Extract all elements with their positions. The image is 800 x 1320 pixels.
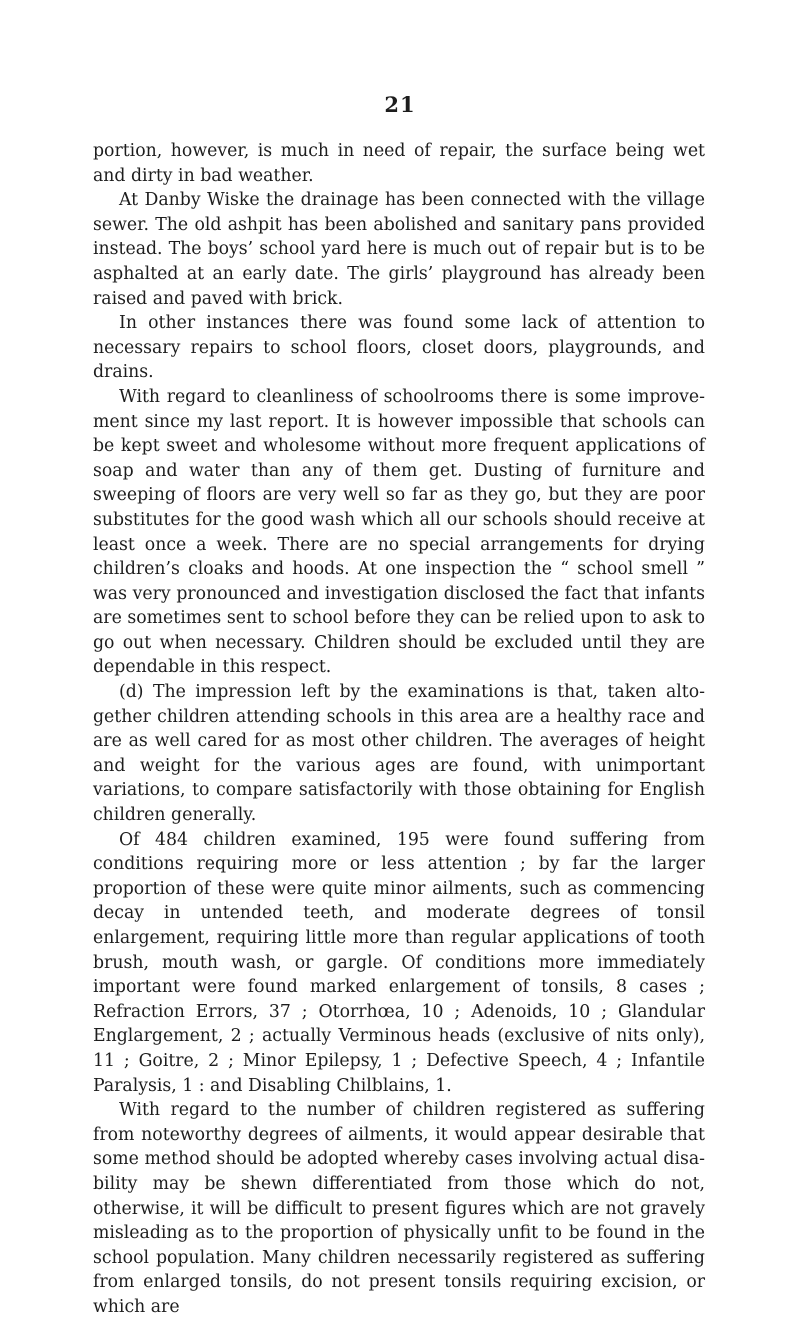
paragraph-danby-wiske: At Danby Wiske the drainage has been connected with the village sewer. The old ashpit has been abolished and sanitary pans provided instead. The boys’ school yard here is much out of repair but is to be asphalted at an early date. The girls’ playground has already been raised and paved with brick. [93,190,705,309]
paragraph-cleanliness: With regard to cleanliness of schoolrooms there is some improvement since my last report. It is however impossible that schools can be kept sweet and wholesome without more frequent applications of soap and water than any of them get. Dusting of furniture and sweeping of floors are very well so far as they go, but they are poor substitutes for the good wash which all our schools should receive at least once a week. There are no special arrangements for drying children’s cloaks and hoods. At one inspection the “ school smell ” was very pronounced and investigation disclosed the fact that infants are sometimes sent to school before they can be relied upon to ask to go out when necessary. Children should be excluded until they are dependable in this respect. [93,386,705,678]
paragraph-repairs: In other instances there was found some lack of attention to necessary repairs to school floors, closet doors, playgrounds, and drains. [93,313,705,383]
page-number: 21 [384,92,416,117]
paragraph-examinations: (d) The impression left by the examinations is that, taken altogether children attending schools in this area are a healthy race and are as well cared for as most other children. The averages of height and weight for the various ages are found, with unimportant variations, to compare satisfactorily with those obtaining for English children generally. [93,682,705,826]
body-text [93,139,705,1320]
paragraph-registration: With regard to the number of children registered as suffering from noteworthy degrees of ailments, it would appear desirable that some method should be adopted whereby cases involving actual disability may be shewn differentiated from those which do not, otherwise, it will be difficult to present figures which are not gravely misleading as to the proportion of physically unfit to be found in the school population. Many children necessarily registered as suffering from enlarged tonsils, do not present tonsils requiring excision, or which are [93,1100,705,1317]
paragraph-conditions: Of 484 children examined, 195 were found suffering from conditions requiring more or less attention ; by far the larger proportion of these were quite minor ailments, such as commencing decay in untended teeth, and moderate degrees of tonsil enlargement, requiring little more than regular applications of tooth brush, mouth wash, or gargle. Of conditions more immediately important were found marked enlargement of tonsils, 8 cases ; Refraction Errors, 37 ; Otorrhœa, 10 ; Adenoids, 10 ; Glandular Englargement, 2 ; actually Verminous heads (exclusive of nits only), 11 ; Goitre, 2 ; Minor Epilepsy, 1 ; Defective Speech, 4 ; Infantile Paralysis, 1 : and Disabling Chilblains, 1. [93,829,705,1096]
paragraph-continued-repair: portion, however, is much in need of repair, the surface being wet and dirty in bad weather. [93,141,705,186]
